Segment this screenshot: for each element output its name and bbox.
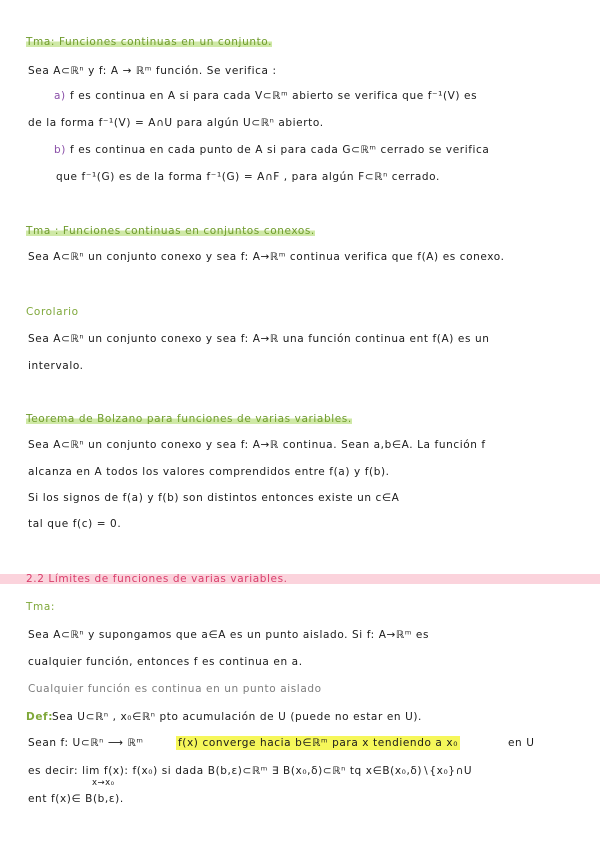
text-line: Sean f: U⊂ℝⁿ ⟶ ℝᵐ: [28, 737, 144, 749]
item-label-a: a): [54, 90, 66, 102]
text-line: Sea A⊂ℝⁿ un conjunto conexo y sea f: A→ℝᵐ continua verifica que f(A) es conexo.: [28, 251, 505, 263]
text-line: f es continua en A si para cada V⊂ℝᵐ abierto se verifica que f⁻¹(V) es: [70, 90, 478, 102]
text-line: Sea A⊂ℝⁿ un conjunto conexo y sea f: A→ℝ una función continua ent f(A) es un: [28, 333, 490, 345]
theorem-title-continuous-on-set: Tma: Funciones continuas en un conjunto.: [26, 36, 273, 48]
text-line: Si los signos de f(a) y f(b) son distintos entonces existe un c∈A: [28, 492, 400, 504]
theorem-title-connected: Tma : Funciones continuas en conjuntos conexos.: [26, 225, 315, 237]
definition-label: Def:: [26, 711, 54, 723]
text-line: cualquier función, entonces f es continua en a.: [28, 656, 303, 668]
text-line: Sea A⊂ℝⁿ y supongamos que a∈A es un punto aislado. Si f: A→ℝᵐ es: [28, 629, 430, 641]
text-line: f es continua en cada punto de A si para cada G⊂ℝᵐ cerrado se verifica: [70, 144, 490, 156]
theorem-label: Tma:: [26, 601, 56, 613]
theorem-title-bolzano: Teorema de Bolzano para funciones de varias variables.: [26, 413, 352, 425]
item-label-b: b): [54, 144, 66, 156]
text-line: alcanza en A todos los valores comprendidos entre f(a) y f(b).: [28, 466, 390, 478]
limit-subscript: x→x₀: [92, 778, 115, 788]
text-line: Sea A⊂ℝⁿ y f: A → ℝᵐ función. Se verifica :: [28, 65, 277, 77]
text-line: tal que f(c) = 0.: [28, 518, 122, 530]
note-line: Cualquier función es continua en un punto aislado: [28, 683, 322, 695]
text-line: Sea U⊂ℝⁿ , x₀∈ℝⁿ pto acumulación de U (puede no estar en U).: [52, 711, 422, 723]
text-line: Sea A⊂ℝⁿ un conjunto conexo y sea f: A→ℝ continua. Sean a,b∈A. La función f: [28, 439, 486, 451]
text-line: intervalo.: [28, 360, 84, 372]
text-line: ent f(x)∈ B(b,ε).: [28, 793, 124, 805]
highlighted-text: f(x) converge hacia b∈ℝᵐ para x tendiendo a x₀: [178, 737, 459, 749]
corollary-title: Corolario: [26, 306, 79, 318]
text-line: que f⁻¹(G) es de la forma f⁻¹(G) = A∩F , para algún F⊂ℝⁿ cerrado.: [56, 171, 440, 183]
text-line: en U: [508, 737, 535, 749]
section-title-limits: 2.2 Límites de funciones de varias variables.: [26, 573, 288, 585]
text-line: es decir: lim f(x): f(x₀) si dada B(b,ε)⊂ℝᵐ ∃ B(x₀,δ)⊂ℝⁿ tq x∈B(x₀,δ)∖{x₀}∩U: [28, 765, 473, 777]
text-line: de la forma f⁻¹(V) = A∩U para algún U⊂ℝⁿ abierto.: [28, 117, 324, 129]
